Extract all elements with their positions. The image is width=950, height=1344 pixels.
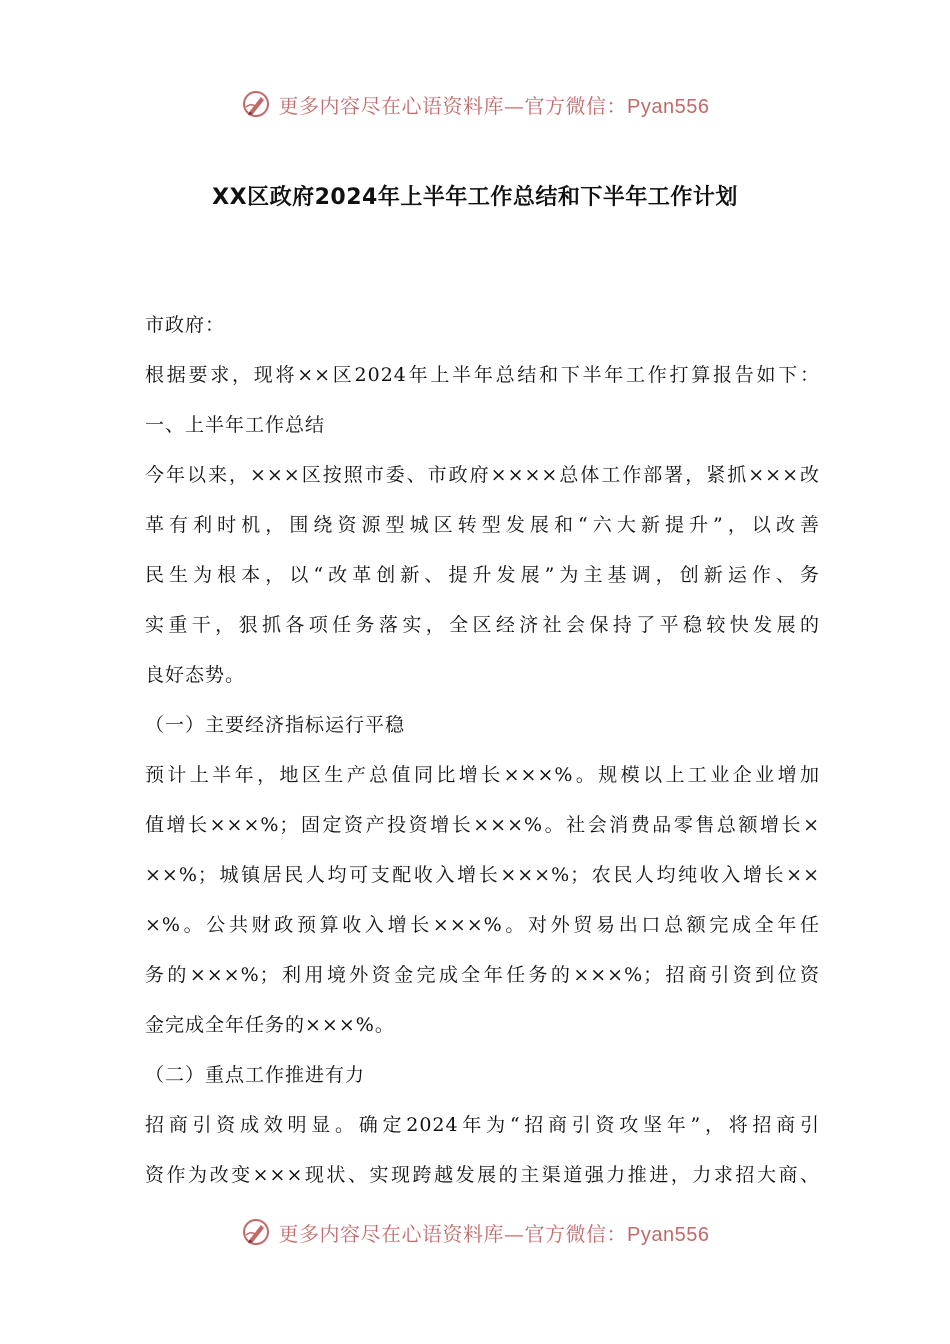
subsection-heading: （二）重点工作推进有力 bbox=[145, 1064, 366, 1086]
subsection-heading: （一）主要经济指标运行平稳 bbox=[145, 714, 406, 736]
paragraph-line: 务的×××%；利用境外资金完成全年任务的×××%；招商引资到位资 bbox=[145, 964, 820, 986]
watermark-footer bbox=[0, 1212, 950, 1252]
paragraph-line: 民生为根本，以“改革创新、提升发展”为主基调，创新运作、务 bbox=[145, 564, 820, 586]
paragraph-line: 良好态势。 bbox=[145, 664, 246, 686]
paragraph-line: 金完成全年任务的×××%。 bbox=[145, 1014, 395, 1036]
watermark-header bbox=[0, 84, 950, 124]
paragraph-line: 值增长×××%；固定资产投资增长×××%。社会消费品零售总额增长× bbox=[145, 814, 820, 836]
paragraph-line: 实重干，狠抓各项任务落实，全区经济社会保持了平稳较快发展的 bbox=[145, 614, 820, 636]
document-title: XX区政府2024年上半年工作总结和下半年工作计划 bbox=[212, 185, 738, 210]
paragraph-line: 招商引资成效明显。确定2024年为“招商引资攻坚年”，将招商引 bbox=[145, 1114, 820, 1136]
paragraph-line: 预计上半年，地区生产总值同比增长×××%。规模以上工业企业增加 bbox=[145, 764, 820, 786]
salutation: 市政府： bbox=[145, 314, 226, 336]
watermark-text: 更多内容尽在心语资料库—官方微信：Pyan556 bbox=[278, 1221, 710, 1246]
watermark-wechat-id: Pyan556 bbox=[627, 95, 710, 118]
pen-logo-icon bbox=[241, 1217, 271, 1247]
watermark-wechat-id: Pyan556 bbox=[627, 1223, 710, 1246]
watermark-text: 更多内容尽在心语资料库—官方微信：Pyan556 bbox=[278, 93, 710, 118]
paragraph-line: 资作为改变×××现状、实现跨越发展的主渠道强力推进，力求招大商、 bbox=[145, 1164, 820, 1186]
document-body bbox=[145, 300, 820, 1200]
section-heading: 一、上半年工作总结 bbox=[145, 414, 326, 436]
paragraph-line: 革有利时机，围绕资源型城区转型发展和“六大新提升”，以改善 bbox=[145, 514, 820, 536]
pen-logo-icon bbox=[241, 89, 271, 119]
paragraph-line: ××%；城镇居民人均可支配收入增长×××%；农民人均纯收入增长×× bbox=[145, 864, 820, 886]
paragraph-line: 今年以来，×××区按照市委、市政府××××总体工作部署，紧抓×××改 bbox=[145, 464, 820, 486]
paragraph-line: ×%。公共财政预算收入增长×××%。对外贸易出口总额完成全年任 bbox=[145, 914, 820, 936]
intro-line: 根据要求，现将××区2024年上半年总结和下半年工作打算报告如下： bbox=[145, 364, 820, 386]
